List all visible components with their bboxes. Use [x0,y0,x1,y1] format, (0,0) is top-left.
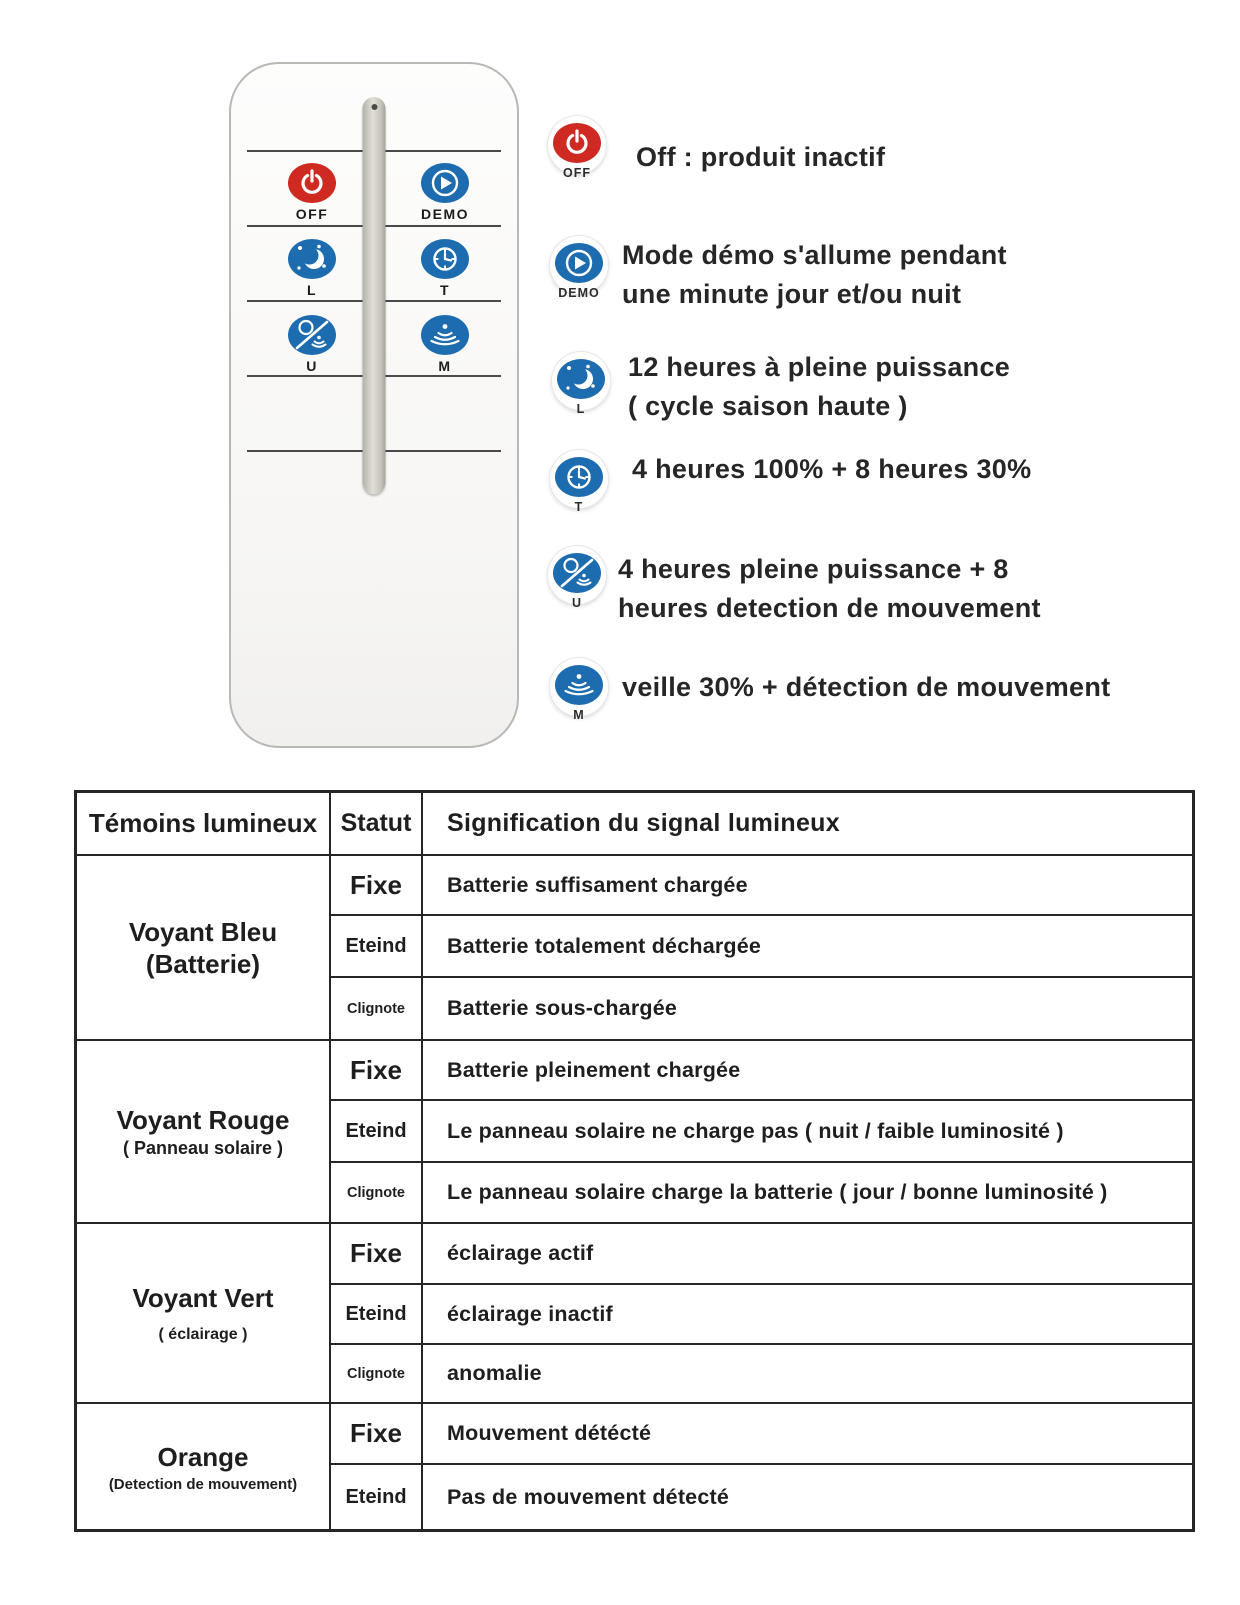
button-label: U [306,358,318,374]
group-label: Voyant Rouge [116,1105,290,1135]
play-icon [419,161,471,205]
strip-hole [371,104,377,110]
legend-line: heures detection de mouvement [618,593,1041,623]
remote-button-off [264,161,360,222]
meaning-cell: Batterie pleinement chargée [423,1041,1192,1101]
legend-text-l [628,348,1010,426]
meaning-cell: anomalie [423,1345,1192,1404]
legend-line: 12 heures à pleine puissance [628,352,1011,382]
col-header-meaning: Signification du signal lumineux [423,793,1192,856]
legend-line: 4 heures 100% + 8 heures 30% [632,454,1032,484]
moon-stars-icon [286,237,338,281]
legend-line: Off : produit inactif [636,142,886,172]
keycap-label: M [573,708,585,722]
remote-control [229,62,519,748]
remote-button-t [397,237,493,298]
remote-button-u [264,313,360,374]
group-label: Voyant Bleu [128,916,278,947]
legend-line: ( cycle saison haute ) [628,391,908,421]
indicator-table [74,790,1195,1532]
button-label: M [438,358,452,374]
remote-center-strip [363,97,386,494]
status-cell: Fixe [331,856,423,916]
meaning-cell: Mouvement détécté [423,1404,1192,1465]
status-cell: Eteind [331,1101,423,1163]
remote-button-l [264,237,360,298]
day-motion-icon [551,551,603,595]
status-cell: Eteind [331,1285,423,1345]
meaning-cell: éclairage actif [423,1224,1192,1285]
meaning-cell: Pas de mouvement détecté [447,1484,730,1509]
keycap-label: T [574,500,584,514]
keycap-label: U [571,596,583,610]
remote-button-demo [397,161,493,222]
meaning-cell: Le panneau solaire ne charge pas ( nuit / faible luminosité ) [423,1101,1192,1163]
legend-key-t [550,450,608,514]
group-sublabel: (Detection de mouvement) [108,1475,298,1493]
legend-text-u [618,550,1041,628]
status-cell: Fixe [331,1404,423,1465]
day-motion-icon [286,313,338,357]
group-orange [77,1404,331,1529]
legend-text-m [622,668,1110,707]
col-header-status: Statut [331,793,423,856]
legend-line: Mode démo s'allume pendant [622,240,1007,270]
status-cell: Eteind [331,916,423,978]
status-cell: Clignote [331,1163,423,1224]
group-voyant-rouge [77,1041,331,1224]
clock-icon [419,237,471,281]
keycap-label: DEMO [558,286,600,300]
motion-icon [419,313,471,357]
meaning-cell: éclairage inactif [423,1285,1192,1345]
meaning-cell: Batterie suffisament chargée [423,856,1192,916]
legend-key-u [548,546,606,610]
clock-icon [553,455,605,499]
meaning-cell: Batterie totalement déchargée [423,916,1192,978]
legend-text-t [632,450,1031,489]
legend-key-m [550,658,608,722]
legend-text-demo [622,236,1007,314]
legend-key-off [548,116,606,180]
group-label: Voyant Vert [132,1283,274,1313]
legend-line: une minute jour et/ou nuit [622,279,962,309]
group-voyant-bleu [77,856,331,1041]
status-cell: Clignote [331,1345,423,1404]
button-label: T [439,282,451,298]
keycap-label: L [576,402,586,416]
keycap-label: OFF [563,166,591,180]
legend-line: 4 heures pleine puissance + 8 [618,554,1009,584]
meaning-cell: Batterie sous-chargée [423,978,1192,1041]
button-label: L [306,282,318,298]
legend-line: veille 30% + détection de mouvement [622,672,1111,702]
button-label: OFF [295,206,329,222]
group-label: Orange [157,1441,249,1472]
group-sublabel: ( éclairage ) [158,1326,248,1343]
col-header-indicators: Témoins lumineux [77,793,331,856]
remote-button-m [397,313,493,374]
legend-key-l [552,352,610,416]
legend-key-demo [550,236,608,300]
button-label: DEMO [421,206,469,222]
status-cell: Fixe [331,1041,423,1101]
group-voyant-vert [77,1224,331,1404]
play-icon [553,241,605,285]
meaning-cell: Le panneau solaire charge la batterie ( jour / bonne luminosité ) [423,1163,1192,1224]
group-sublabel: ( Panneau solaire ) [122,1138,284,1158]
motion-icon [553,663,605,707]
moon-stars-icon [555,357,607,401]
power-icon [286,161,338,205]
power-icon [551,121,603,165]
group-sublabel: (Batterie) [145,948,261,979]
status-cell: Fixe [331,1224,423,1285]
status-cell: Clignote [331,978,423,1041]
legend-text-off [636,138,885,177]
status-cell: Eteind [331,1465,423,1529]
